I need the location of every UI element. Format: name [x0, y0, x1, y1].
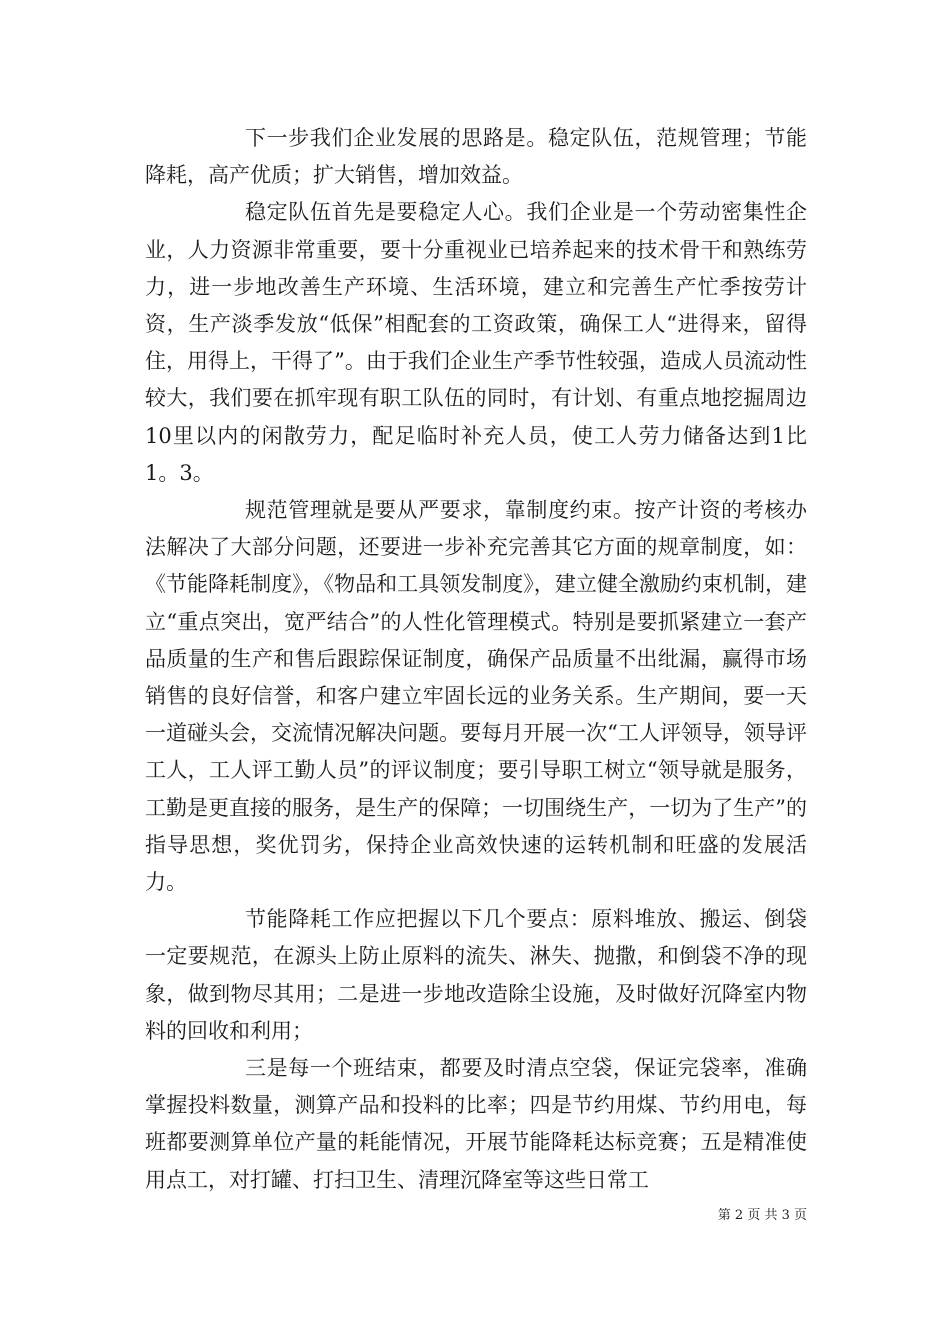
paragraph-energy-saving: 节能降耗工作应把握以下几个要点：原料堆放、搬运、倒袋一定要规范，在源头上防止原料的流失、淋失、抛撒，和倒袋不净的现象，做到物尽其用；二是进一步地改造除尘设施，及时做好沉降室内物料的回收和利用；	[145, 907, 807, 1043]
paragraph-stabilize-team: 稳定队伍首先是要稳定人心。我们企业是一个劳动密集性企业，人力资源非常重要，要十分重视业已培养起来的技术骨干和熟练劳力，进一步地改善生产环境、生活环境，建立和完善生产忙季按劳计资，生产淡季发放“低保”相配套的工资政策，确保工人“进得来，留得住，用得上，干得了”。由于我们企业生产季节性较强，造成人员流动性较大，我们要在抓牢现有职工队伍的同时，有计划、有重点地挖掘周边10里以内的闲散劳力，配足临时补充人员，使工人劳力储备达到1比1。3。	[145, 200, 807, 485]
paragraph-shift-checklist: 三是每一个班结束，都要及时清点空袋，保证完袋率，准确掌握投料数量，测算产品和投料的比率；四是节约用煤、节约用电，每班都要测算单位产量的耗能情况，开展节能降耗达标竞赛；五是精准使用点工，对打罐、打扫卫生、清理沉降室等这些日常工	[145, 1056, 807, 1192]
document-body	[145, 120, 807, 1199]
paragraph-standard-management: 规范管理就是要从严要求，靠制度约束。按产计资的考核办法解决了大部分问题，还要进一步补充完善其它方面的规章制度，如：《节能降耗制度》，《物品和工具领发制度》，建立健全激励约束机制，建立“重点突出，宽严结合”的人性化管理模式。特别是要抓紧建立一套产品质量的生产和售后跟踪保证制度，确保产品质量不出纰漏，赢得市场销售的良好信誉，和客户建立牢固长远的业务关系。生产期间，要一天一道碰头会，交流情况解决问题。要每月开展一次“工人评领导，领导评工人，工人评工勤人员”的评议制度；要引导职工树立“领导就是服务，工勤是更直接的服务，是生产的保障；一切围绕生产，一切为了生产”的指导思想，奖优罚劣，保持企业高效快速的运转机制和旺盛的发展活力。	[145, 498, 807, 895]
paragraph-development-plan: 下一步我们企业发展的思路是。稳定队伍，范规管理；节能降耗，高产优质；扩大销售，增加效益。	[145, 126, 807, 188]
page-number-footer: 第 2 页 共 3 页	[717, 1208, 807, 1223]
